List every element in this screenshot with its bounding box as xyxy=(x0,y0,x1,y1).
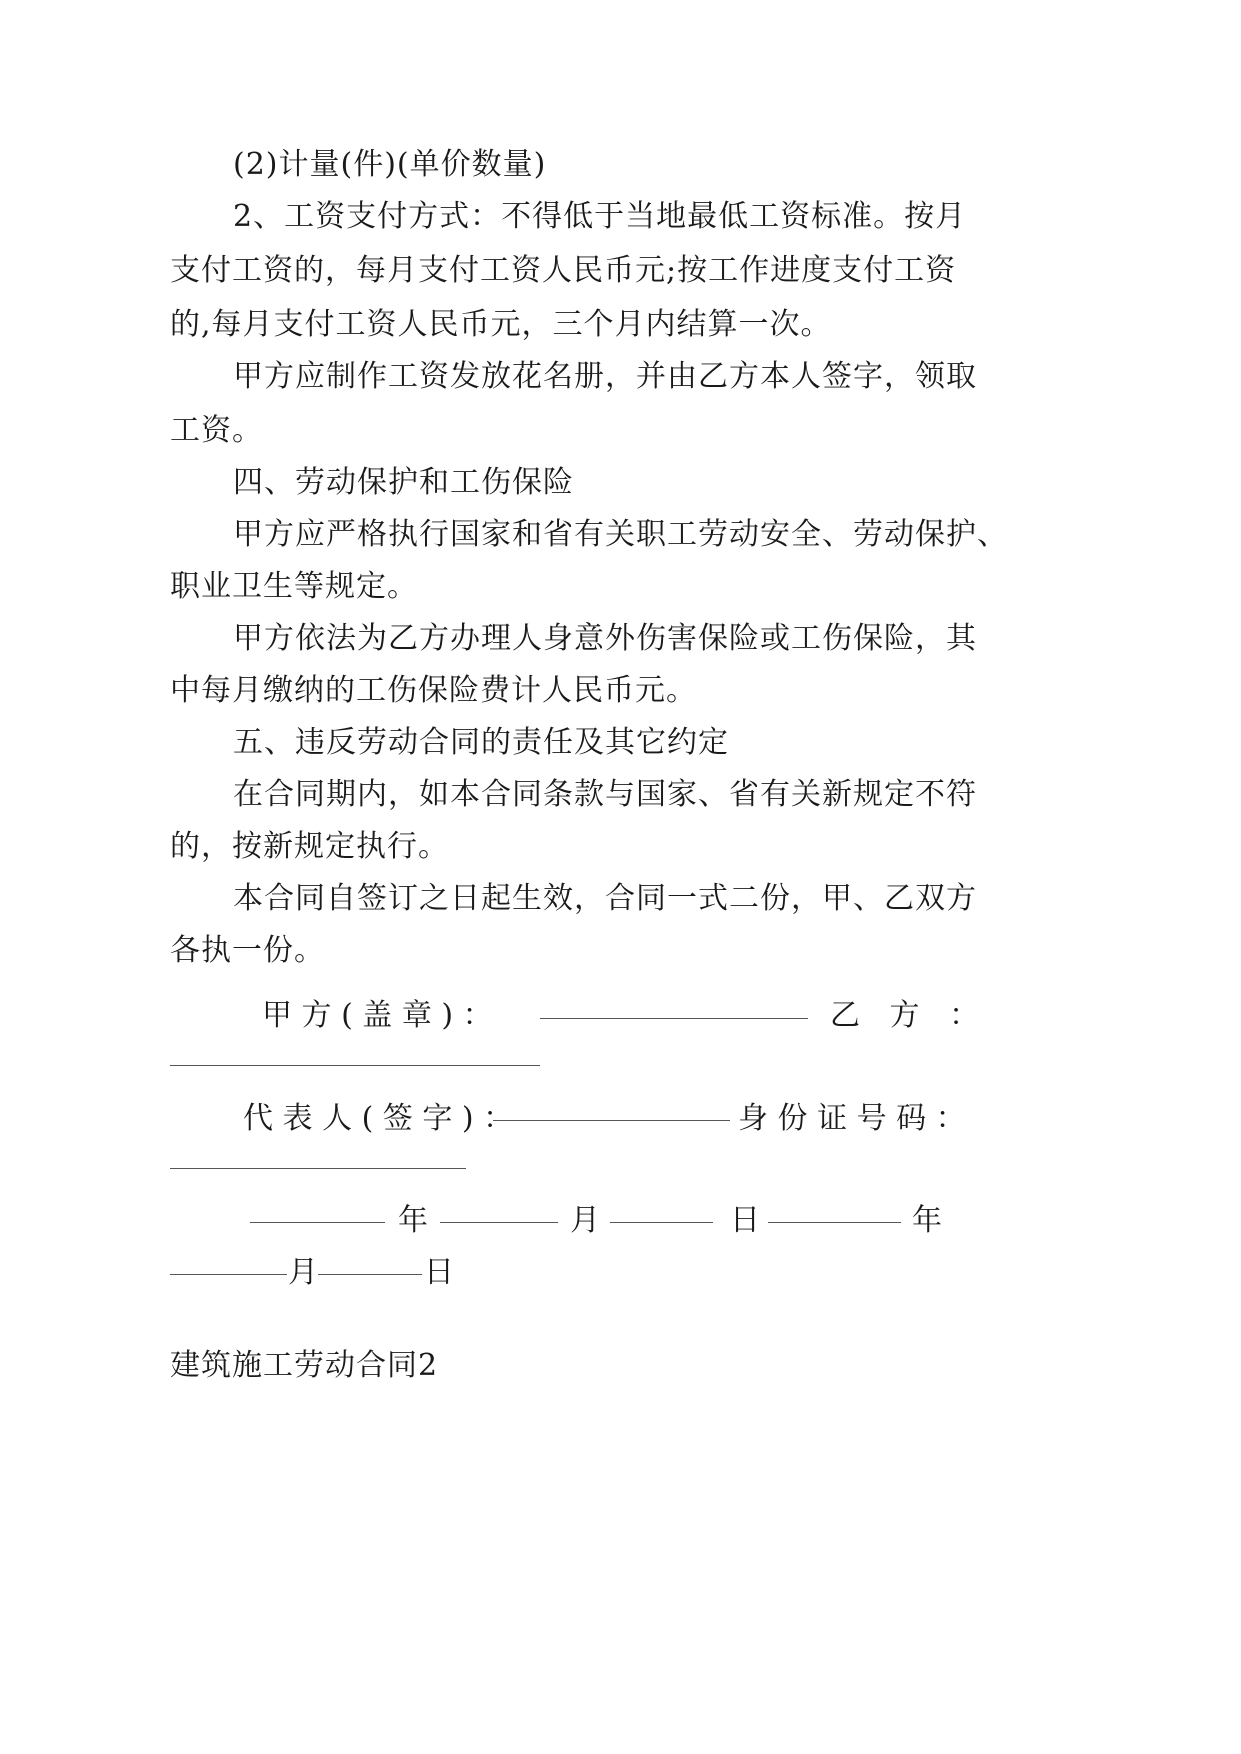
date-b-month-blank[interactable] xyxy=(170,1274,287,1275)
paragraph-safety-line1: 甲方应严格执行国家和省有关职工劳动安全、劳动保护、 xyxy=(233,517,1008,552)
paragraph-new-rules-line1: 在合同期内，如本合同条款与国家、省有关新规定不符 xyxy=(233,777,977,812)
paragraph-new-rules-line2: 的，按新规定执行。 xyxy=(170,829,449,864)
paragraph-wage-payment-line3: 的,每月支付工资人民币元，三个月内结算一次。 xyxy=(170,307,832,342)
paragraph-wage-payment-line1: 2、工资支付方式：不得低于当地最低工资标准。按月 xyxy=(233,199,967,234)
party-b-blank[interactable] xyxy=(170,1065,540,1066)
date-a-month-blank[interactable] xyxy=(440,1222,558,1223)
date-a-year-label: 年 xyxy=(398,1203,428,1238)
date-b-day-label: 日 xyxy=(424,1255,454,1290)
paragraph-effective-line2: 各执一份。 xyxy=(170,933,325,968)
date-a-day-blank[interactable] xyxy=(610,1222,713,1223)
id-number-blank[interactable] xyxy=(170,1168,466,1169)
representative-signature-blank[interactable] xyxy=(493,1120,730,1121)
party-a-seal-label: 甲 方 ( 盖 章 ) ： xyxy=(262,998,493,1033)
date-a-month-label: 月 xyxy=(570,1203,600,1238)
paragraph-wage-payment-line2: 支付工资的，每月支付工资人民币元;按工作进度支付工资 xyxy=(170,253,957,288)
paragraph-insurance-line2: 中每月缴纳的工伤保险费计人民币元。 xyxy=(170,673,697,708)
paragraph-insurance-line1: 甲方依法为乙方办理人身意外伤害保险或工伤保险，其 xyxy=(233,621,977,656)
paragraph-pay-method-piece: (2)计量(件)(单价数量) xyxy=(233,147,547,182)
section-heading-breach: 五、违反劳动合同的责任及其它约定 xyxy=(233,725,729,760)
date-b-year-label: 年 xyxy=(912,1203,942,1238)
party-a-seal-blank[interactable] xyxy=(540,1018,808,1019)
paragraph-safety-line2: 职业卫生等规定。 xyxy=(170,569,418,604)
paragraph-payroll-line1: 甲方应制作工资发放花名册，并由乙方本人签字，领取 xyxy=(233,359,977,394)
party-b-label: 乙 方 ： xyxy=(830,998,990,1033)
date-b-month-label: 月 xyxy=(288,1255,318,1290)
date-a-year-blank[interactable] xyxy=(250,1222,385,1223)
date-a-day-label: 日 xyxy=(730,1203,760,1238)
representative-signature-label: 代 表 人 ( 签 字 ) ： xyxy=(243,1101,514,1136)
id-number-label: 身 份 证 号 码 ： xyxy=(738,1101,966,1136)
paragraph-effective-line1: 本合同自签订之日起生效，合同一式二份，甲、乙双方 xyxy=(233,881,977,916)
paragraph-payroll-line2: 工资。 xyxy=(170,413,263,448)
next-contract-title: 建筑施工劳动合同2 xyxy=(170,1348,439,1383)
date-b-day-blank[interactable] xyxy=(318,1274,422,1275)
date-b-year-blank[interactable] xyxy=(768,1222,901,1223)
section-heading-labor-protection: 四、劳动保护和工伤保险 xyxy=(233,465,574,500)
